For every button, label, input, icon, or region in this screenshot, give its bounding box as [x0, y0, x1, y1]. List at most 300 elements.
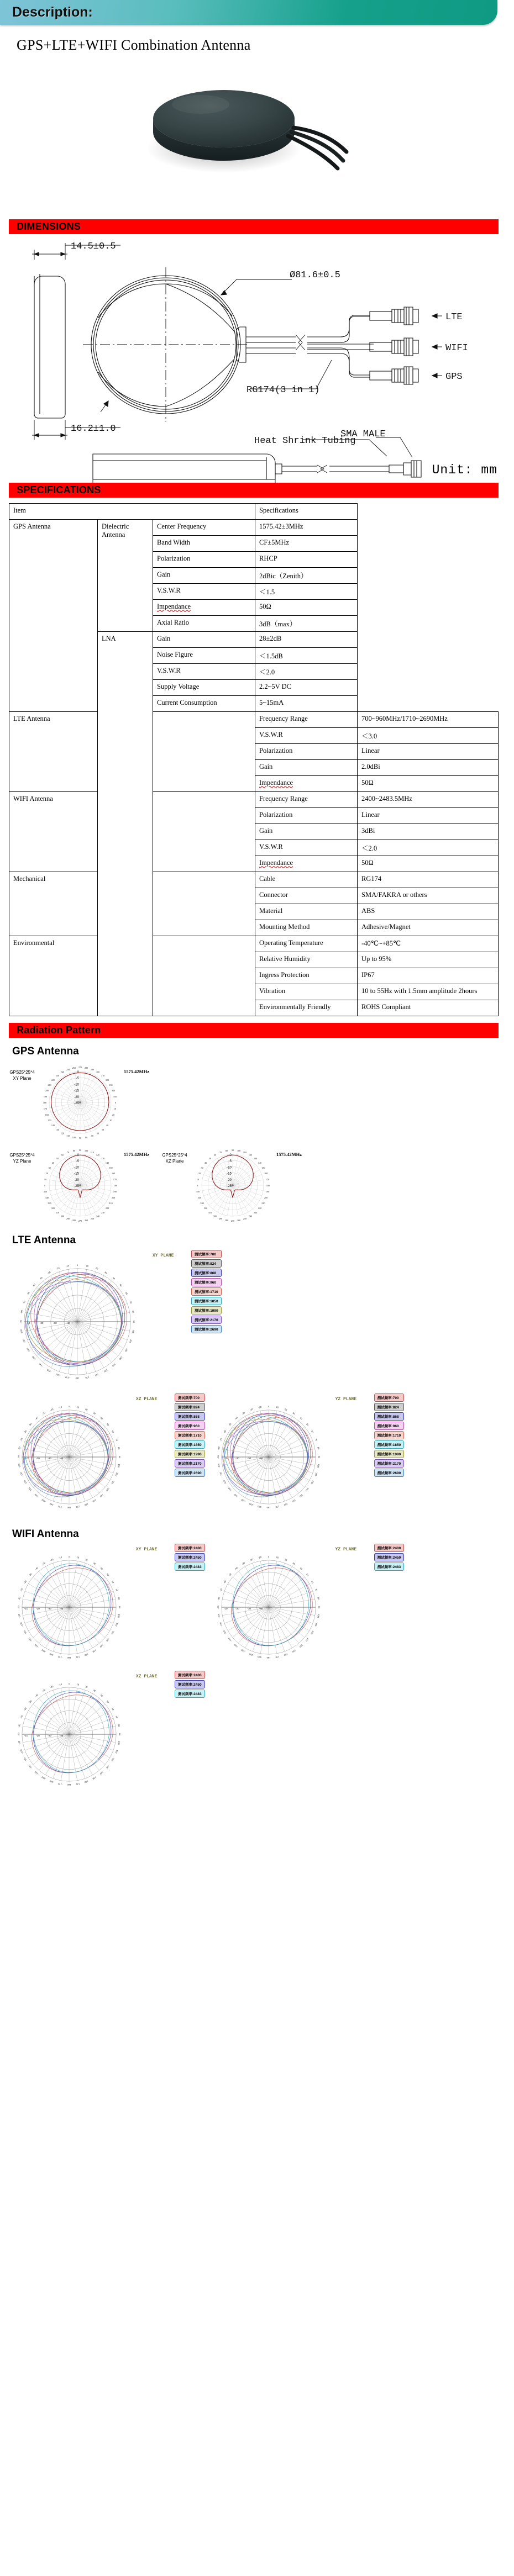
svg-text:-70: -70 — [22, 1300, 26, 1305]
svg-text:0: 0 — [229, 1153, 232, 1157]
legend-item: 测试频率:960 — [374, 1422, 405, 1430]
svg-text:-100: -100 — [17, 1740, 21, 1746]
table-row — [9, 712, 499, 728]
svg-text:-30: -30 — [247, 1457, 251, 1460]
legend-item: 测试频率:2170 — [374, 1459, 405, 1468]
legend-item: 测试频率:1990 — [374, 1450, 405, 1458]
svg-text:-30: -30 — [247, 1607, 251, 1610]
plot-caption — [158, 1144, 191, 1165]
svg-text:150: 150 — [103, 1369, 108, 1373]
spec-parameter-cell: Noise Figure — [153, 648, 255, 664]
spec-value-cell: -40℃~+85℃ — [358, 936, 499, 952]
polar-plot — [39, 1144, 122, 1227]
svg-text:-110: -110 — [22, 1338, 27, 1344]
svg-text:140: 140 — [111, 1363, 117, 1368]
svg-text:-80: -80 — [17, 1596, 21, 1601]
svg-text:-140: -140 — [34, 1643, 39, 1649]
svg-text:70: 70 — [114, 1715, 119, 1719]
svg-text:40: 40 — [99, 1416, 104, 1421]
svg-text:200: 200 — [111, 1196, 116, 1199]
pattern-plot-block — [6, 1144, 158, 1227]
table-header-row — [9, 504, 499, 520]
svg-text:40: 40 — [299, 1566, 303, 1571]
gps-antenna-heading: GPS Antenna — [12, 1046, 79, 1057]
legend-item: 测试频率:824 — [191, 1259, 222, 1268]
svg-text:170: 170 — [85, 1376, 90, 1380]
plot-plane-label: XY PLANE — [136, 1547, 158, 1552]
pattern-plot-block — [6, 1061, 158, 1144]
svg-text:-30: -30 — [46, 1270, 51, 1275]
plot-caption — [6, 1061, 39, 1082]
svg-text:170: 170 — [76, 1505, 80, 1509]
svg-text:310: 310 — [55, 1211, 60, 1215]
svg-text:-60: -60 — [222, 1429, 227, 1434]
svg-text:0: 0 — [268, 1405, 269, 1408]
svg-text:-70: -70 — [19, 1438, 24, 1442]
header-specifications: Specifications — [255, 504, 358, 520]
header-item: Item — [9, 504, 255, 520]
svg-text:-110: -110 — [19, 1471, 24, 1477]
svg-text:10: 10 — [44, 1178, 47, 1181]
svg-text:180: 180 — [67, 1783, 71, 1787]
spec-value-cell: 50Ω — [255, 600, 358, 616]
spec-group-cell: Environmental — [9, 936, 98, 1016]
svg-text:-30: -30 — [41, 1688, 46, 1693]
svg-text:180: 180 — [43, 1101, 47, 1104]
svg-text:50: 50 — [305, 1572, 310, 1577]
spec-parameter-cell: Environmentally Friendly — [255, 1000, 358, 1016]
spec-parameter-cell: Gain — [153, 632, 255, 648]
legend-item: 测试频率:2483 — [374, 1563, 405, 1571]
svg-text:-150: -150 — [41, 1776, 46, 1781]
spec-value-cell: 50Ω — [358, 776, 499, 792]
svg-text:90: 90 — [133, 1320, 136, 1323]
svg-text:70: 70 — [114, 1438, 119, 1442]
spec-parameter-cell: V.S.W.R — [153, 584, 255, 600]
svg-text:-40: -40 — [34, 1566, 39, 1571]
spec-value-cell: ABS — [358, 904, 499, 920]
pattern-plot-block — [6, 1250, 222, 1393]
spec-value-cell: ＜3.0 — [358, 728, 499, 744]
svg-text:-10: -10 — [258, 1555, 261, 1559]
svg-text:60: 60 — [111, 1430, 115, 1434]
svg-text:70: 70 — [67, 1150, 70, 1154]
plot-legend — [191, 1250, 222, 1333]
svg-text:0: 0 — [76, 1263, 78, 1266]
svg-text:60: 60 — [124, 1291, 129, 1295]
svg-text:0: 0 — [268, 1555, 269, 1558]
svg-text:-110: -110 — [218, 1471, 223, 1477]
svg-text:-40: -40 — [259, 1457, 263, 1460]
svg-text:60: 60 — [213, 1153, 217, 1157]
svg-text:150: 150 — [92, 1776, 97, 1781]
spec-value-cell: 28±2dB — [255, 632, 358, 648]
svg-text:170: 170 — [76, 1655, 80, 1659]
plot-frequency-label: 1575.42MHz — [124, 1152, 150, 1157]
svg-text:-70: -70 — [19, 1715, 24, 1719]
svg-text:100: 100 — [316, 1464, 320, 1468]
svg-text:-25: -25 — [227, 1184, 232, 1188]
svg-text:0: 0 — [68, 1555, 70, 1558]
svg-text:210: 210 — [261, 1202, 265, 1205]
plot-model-label: GPS25*25*4 — [9, 1153, 35, 1158]
legend-item: 测试频率:1850 — [374, 1440, 405, 1449]
spec-value-cell: ＜1.5 — [255, 584, 358, 600]
legend-item: 测试频率:2690 — [374, 1469, 405, 1477]
svg-text:-40: -40 — [66, 1322, 70, 1324]
svg-text:-10: -10 — [258, 1405, 261, 1409]
svg-text:-10: -10 — [58, 1405, 62, 1409]
svg-text:50: 50 — [106, 1572, 110, 1577]
svg-text:-25: -25 — [74, 1101, 79, 1105]
svg-text:220: 220 — [258, 1207, 262, 1210]
svg-text:250: 250 — [243, 1217, 247, 1221]
spec-subgroup-cell: Dielectric Antenna — [98, 520, 153, 632]
legend-item: 测试频率:1850 — [191, 1297, 222, 1305]
spec-parameter-cell: Impendance — [255, 856, 358, 872]
polar-plot — [6, 1250, 149, 1393]
plot-legend — [175, 1671, 205, 1698]
plot-legend — [175, 1544, 205, 1571]
svg-text:270: 270 — [78, 1066, 82, 1069]
svg-text:250: 250 — [90, 1217, 95, 1221]
svg-text:-60: -60 — [222, 1580, 227, 1584]
spec-parameter-cell: Cable — [255, 872, 358, 888]
svg-text:-120: -120 — [25, 1347, 31, 1353]
table-row — [9, 792, 499, 808]
svg-text:310: 310 — [101, 1074, 105, 1077]
spec-parameter-cell: Center Frequency — [153, 520, 255, 536]
svg-text:-40: -40 — [59, 1457, 64, 1460]
svg-text:-5: -5 — [76, 1076, 79, 1081]
svg-text:30: 30 — [92, 1688, 96, 1692]
svg-text:10: 10 — [275, 1555, 279, 1559]
spec-value-cell: 50Ω — [358, 856, 499, 872]
svg-text:-140: -140 — [38, 1363, 44, 1368]
spec-group-cell: LTE Antenna — [9, 712, 98, 792]
svg-text:-160: -160 — [248, 1502, 254, 1507]
svg-text:-160: -160 — [49, 1653, 55, 1657]
svg-text:230: 230 — [101, 1211, 105, 1215]
port-label-lte: LTE — [445, 312, 463, 323]
svg-text:230: 230 — [55, 1074, 60, 1077]
svg-text:-30: -30 — [241, 1411, 245, 1416]
svg-text:-160: -160 — [248, 1653, 254, 1657]
svg-text:260: 260 — [84, 1219, 88, 1222]
spec-value-cell: 2400~2483.5MHz — [358, 792, 499, 808]
svg-text:90: 90 — [118, 1606, 122, 1609]
spec-value-cell: RG174 — [358, 872, 499, 888]
svg-text:130: 130 — [106, 1764, 111, 1770]
svg-text:-50: -50 — [28, 1572, 33, 1577]
svg-text:180: 180 — [113, 1184, 118, 1187]
svg-text:-60: -60 — [23, 1580, 28, 1584]
svg-text:-130: -130 — [31, 1355, 36, 1361]
svg-text:150: 150 — [48, 1119, 51, 1122]
spec-parameter-cell: Material — [255, 904, 358, 920]
legend-item: 测试频率:868 — [191, 1269, 222, 1277]
svg-text:30: 30 — [292, 1411, 296, 1415]
polar-plot — [39, 1061, 122, 1144]
legend-item: 测试频率:1990 — [175, 1450, 205, 1458]
spec-parameter-cell: Ingress Protection — [255, 968, 358, 984]
svg-text:300: 300 — [60, 1215, 65, 1218]
table-row — [9, 936, 499, 952]
svg-text:10: 10 — [76, 1682, 80, 1686]
svg-text:20: 20 — [112, 1113, 115, 1116]
spec-value-cell: ROHS Compliant — [358, 1000, 499, 1016]
svg-text:-15: -15 — [74, 1089, 79, 1093]
svg-text:-20: -20 — [249, 1558, 253, 1562]
radiation-banner — [9, 1023, 499, 1038]
svg-text:-140: -140 — [233, 1493, 239, 1498]
svg-text:-90: -90 — [17, 1733, 20, 1736]
svg-text:280: 280 — [224, 1219, 229, 1222]
svg-text:-15: -15 — [74, 1171, 79, 1176]
svg-text:20: 20 — [85, 1558, 88, 1562]
legend-item: 测试频率:868 — [175, 1412, 205, 1421]
spec-parameter-cell: Relative Humidity — [255, 952, 358, 968]
svg-text:-170: -170 — [57, 1505, 63, 1509]
svg-text:120: 120 — [310, 1630, 314, 1635]
svg-text:130: 130 — [106, 1637, 111, 1643]
svg-text:-80: -80 — [217, 1596, 221, 1601]
svg-text:-50: -50 — [28, 1699, 33, 1704]
svg-text:30: 30 — [92, 1561, 96, 1565]
spec-parameter-cell: Supply Voltage — [153, 680, 255, 696]
pattern-plot-block — [6, 1544, 205, 1671]
svg-text:20: 20 — [85, 1407, 88, 1412]
svg-text:100: 100 — [72, 1136, 76, 1139]
svg-text:310: 310 — [208, 1211, 212, 1215]
svg-text:100: 100 — [117, 1614, 121, 1618]
svg-text:-20: -20 — [56, 1266, 60, 1270]
svg-text:-170: -170 — [257, 1505, 263, 1509]
svg-text:130: 130 — [305, 1637, 310, 1643]
polar-plot — [6, 1671, 133, 1798]
svg-text:240: 240 — [96, 1215, 100, 1218]
svg-text:40: 40 — [99, 1566, 104, 1571]
svg-text:110: 110 — [114, 1622, 119, 1627]
svg-text:170: 170 — [76, 1782, 80, 1786]
plot-legend — [175, 1393, 205, 1477]
svg-text:-20: -20 — [227, 1178, 232, 1182]
spec-value-cell: Up to 95% — [358, 952, 499, 968]
spec-subgroup-cell — [153, 936, 255, 1016]
svg-text:-170: -170 — [57, 1655, 63, 1659]
svg-text:200: 200 — [264, 1196, 268, 1199]
spec-value-cell: Adhesive/Magnet — [358, 920, 499, 936]
svg-text:-10: -10 — [24, 1607, 28, 1610]
svg-text:110: 110 — [243, 1150, 246, 1154]
svg-text:210: 210 — [48, 1084, 51, 1086]
svg-text:140: 140 — [258, 1161, 262, 1164]
spec-value-cell: 5~15mA — [255, 696, 358, 712]
plot-plane-label: XY Plane — [13, 1075, 32, 1081]
svg-text:0: 0 — [77, 1153, 79, 1157]
svg-text:130: 130 — [55, 1128, 60, 1132]
svg-text:-80: -80 — [19, 1310, 23, 1314]
svg-text:70: 70 — [314, 1588, 318, 1592]
svg-text:-90: -90 — [17, 1455, 20, 1459]
svg-text:300: 300 — [213, 1215, 217, 1218]
spec-value-cell: CF±5MHz — [255, 536, 358, 552]
svg-text:20: 20 — [45, 1172, 48, 1175]
wifi-pattern-plots — [0, 1544, 514, 1798]
svg-text:50: 50 — [305, 1422, 310, 1427]
spec-parameter-cell: Impendance — [153, 600, 255, 616]
svg-text:50: 50 — [119, 1283, 123, 1287]
spec-parameter-cell: Polarization — [153, 552, 255, 568]
svg-text:-80: -80 — [217, 1446, 221, 1450]
svg-text:180: 180 — [67, 1506, 71, 1509]
plot-frequency-label: 1575.42MHz — [276, 1152, 302, 1157]
plot-plane-label: YZ PLANE — [335, 1397, 357, 1402]
svg-text:30: 30 — [48, 1166, 51, 1169]
svg-text:140: 140 — [298, 1644, 303, 1649]
svg-text:30: 30 — [201, 1166, 203, 1169]
svg-text:-130: -130 — [28, 1637, 33, 1643]
dimension-drawing — [0, 234, 514, 483]
svg-text:180: 180 — [266, 1506, 270, 1509]
svg-text:10: 10 — [275, 1405, 279, 1409]
plot-model-label: GPS25*25*4 — [9, 1070, 35, 1075]
spec-group-cell: Mechanical — [9, 872, 98, 936]
svg-text:50: 50 — [208, 1157, 211, 1160]
spec-parameter-cell: Polarization — [255, 808, 358, 824]
svg-text:-160: -160 — [49, 1502, 55, 1507]
svg-text:320: 320 — [105, 1078, 109, 1081]
svg-text:240: 240 — [248, 1215, 253, 1218]
svg-text:-130: -130 — [28, 1487, 33, 1492]
port-label-wifi: WIFI — [445, 343, 468, 353]
svg-text:-90: -90 — [17, 1606, 20, 1609]
plot-plane-label: XZ PLANE — [136, 1397, 158, 1402]
spec-parameter-cell: Impendance — [255, 776, 358, 792]
svg-text:150: 150 — [92, 1498, 97, 1503]
svg-text:-160: -160 — [49, 1780, 55, 1784]
svg-text:-120: -120 — [23, 1630, 28, 1635]
svg-text:100: 100 — [132, 1329, 135, 1334]
svg-text:240: 240 — [60, 1070, 65, 1074]
svg-text:-100: -100 — [19, 1329, 24, 1334]
spec-parameter-cell: V.S.W.R — [255, 840, 358, 856]
legend-item: 测试频率:2483 — [175, 1690, 205, 1698]
spec-parameter-cell: V.S.W.R — [153, 664, 255, 680]
spec-subgroup-cell: LNA — [98, 632, 153, 1016]
svg-text:0: 0 — [44, 1184, 46, 1187]
legend-item: 测试频率:960 — [175, 1422, 205, 1430]
svg-text:280: 280 — [84, 1066, 88, 1069]
svg-text:30: 30 — [109, 1119, 112, 1122]
legend-item: 测试频率:700 — [374, 1393, 405, 1402]
spec-parameter-cell: Gain — [153, 568, 255, 584]
spec-subgroup-cell — [153, 792, 255, 872]
svg-text:-70: -70 — [219, 1588, 223, 1592]
svg-text:170: 170 — [265, 1178, 270, 1181]
svg-text:230: 230 — [253, 1211, 258, 1215]
svg-text:-170: -170 — [57, 1782, 63, 1786]
svg-text:90: 90 — [317, 1606, 321, 1609]
svg-text:320: 320 — [203, 1207, 208, 1210]
svg-text:-90: -90 — [216, 1455, 219, 1459]
dim-thickness: 14.5±0.5 — [71, 241, 116, 252]
svg-text:80: 80 — [85, 1136, 88, 1139]
svg-text:-25: -25 — [74, 1184, 79, 1188]
spec-parameter-cell: Gain — [255, 824, 358, 840]
svg-text:10: 10 — [76, 1555, 80, 1559]
spec-value-cell: 3dB（max） — [255, 616, 358, 632]
svg-text:340: 340 — [111, 1089, 116, 1092]
svg-text:-10: -10 — [74, 1083, 79, 1087]
polar-plot — [205, 1544, 332, 1671]
legend-item: 测试频率:2170 — [175, 1459, 205, 1468]
svg-text:10: 10 — [86, 1264, 89, 1268]
svg-text:120: 120 — [124, 1348, 129, 1353]
svg-text:-120: -120 — [23, 1757, 28, 1762]
svg-text:-40: -40 — [39, 1276, 43, 1281]
svg-text:-140: -140 — [34, 1493, 39, 1498]
unit-label: Unit: mm — [432, 463, 497, 477]
spec-value-cell: RHCP — [255, 552, 358, 568]
svg-text:80: 80 — [117, 1724, 121, 1727]
svg-text:80: 80 — [72, 1149, 75, 1152]
svg-text:180: 180 — [266, 1184, 270, 1187]
spec-value-cell: 1575.42±3MHz — [255, 520, 358, 536]
svg-text:160: 160 — [111, 1172, 116, 1175]
description-banner-label: Description: — [12, 4, 93, 20]
svg-text:-10: -10 — [74, 1165, 79, 1170]
svg-text:40: 40 — [51, 1161, 55, 1164]
svg-text:-10: -10 — [223, 1457, 228, 1460]
svg-text:220: 220 — [105, 1207, 109, 1210]
svg-text:60: 60 — [310, 1430, 314, 1434]
svg-text:190: 190 — [265, 1190, 270, 1194]
legend-item: 测试频率:700 — [175, 1393, 205, 1402]
pattern-plot-block — [158, 1144, 311, 1227]
svg-text:100: 100 — [84, 1149, 88, 1152]
product-photo — [0, 54, 514, 219]
svg-text:40: 40 — [106, 1124, 109, 1127]
svg-text:20: 20 — [95, 1266, 99, 1270]
svg-text:50: 50 — [102, 1128, 104, 1132]
svg-text:160: 160 — [45, 1113, 49, 1116]
svg-text:120: 120 — [248, 1153, 253, 1157]
svg-text:160: 160 — [84, 1780, 89, 1784]
svg-text:280: 280 — [72, 1219, 76, 1222]
svg-text:170: 170 — [275, 1505, 280, 1509]
spec-parameter-cell: V.S.W.R — [255, 728, 358, 744]
spec-value-cell: SMA/FAKRA or others — [358, 888, 499, 904]
lte-pattern-plots — [0, 1250, 514, 1521]
svg-text:-10: -10 — [24, 1457, 28, 1460]
svg-text:20: 20 — [284, 1407, 287, 1412]
spec-parameter-cell: Vibration — [255, 984, 358, 1000]
svg-text:140: 140 — [298, 1493, 303, 1498]
svg-text:-20: -20 — [74, 1095, 79, 1099]
plot-caption — [6, 1144, 39, 1165]
legend-item: 测试频率:2483 — [175, 1563, 205, 1571]
plot-legend — [374, 1544, 405, 1571]
svg-text:150: 150 — [261, 1166, 265, 1169]
svg-text:90: 90 — [317, 1455, 321, 1459]
svg-text:140: 140 — [51, 1124, 55, 1127]
table-row — [9, 520, 499, 536]
dimension-drawing-svg — [0, 234, 514, 483]
svg-text:-120: -120 — [222, 1630, 227, 1635]
svg-text:-160: -160 — [55, 1373, 61, 1377]
svg-text:-50: -50 — [32, 1283, 36, 1287]
